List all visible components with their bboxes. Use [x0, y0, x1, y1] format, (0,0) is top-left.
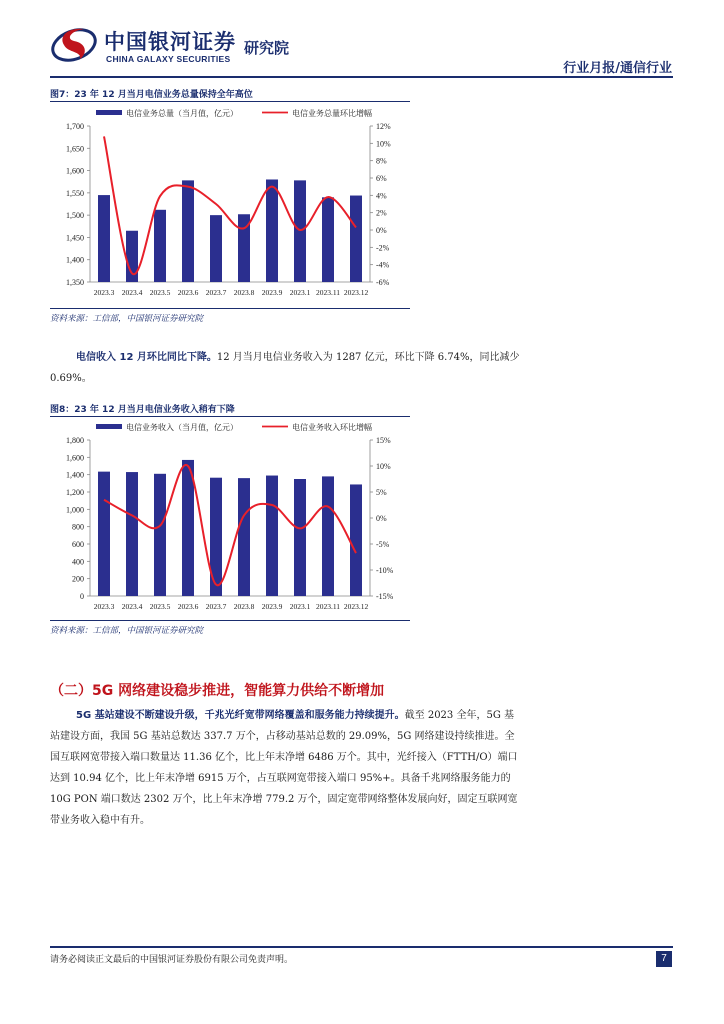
- chart2-bar: [98, 472, 110, 596]
- chart1-left-tick-label: 1,650: [66, 144, 84, 154]
- chart2-x-tick-label: 2023.12: [343, 602, 369, 611]
- chart1-bar: [182, 180, 194, 282]
- chart2-right-tick-label: 15%: [376, 436, 391, 445]
- chart2-right-tick-label: -15%: [376, 592, 394, 601]
- chart2-left-tick-label: 1,400: [66, 470, 84, 480]
- chart1-x-tick-label: 2023.8: [233, 288, 255, 297]
- figure8-bottom-rule: [50, 620, 410, 621]
- chart2-bar: [350, 484, 362, 596]
- chart1-right-tick-label: -6%: [376, 278, 390, 287]
- chart2-left-tick-label: 1,000: [66, 505, 84, 515]
- chart2-left-tick-label: 1,800: [66, 436, 84, 445]
- chart1-right-tick-label: 12%: [376, 122, 391, 131]
- chart1-left-tick-label: 1,600: [66, 166, 84, 176]
- paragraph-5g-line2: 站建设方面，我国 5G 基站总数达 337.7 万个，占移动基站总数的 29.09%，5G 网络建设持续推进。全: [50, 731, 515, 742]
- galaxy-logo-icon: [50, 23, 98, 63]
- figure8-rule: [50, 416, 410, 417]
- chart2-bar: [126, 472, 138, 596]
- footer-disclaimer: 请务必阅读正文最后的中国银河证券股份有限公司免责声明。: [50, 955, 294, 965]
- chart1-right-tick-label: -2%: [376, 243, 390, 253]
- paragraph-5g-lead: 5G 基站建设不断建设升级，千兆光纤宽带网络覆盖和服务能力持续提升。: [76, 710, 405, 721]
- chart1-bar: [294, 180, 306, 282]
- chart2-bar: [266, 476, 278, 596]
- chart1-right-tick-label: 8%: [376, 156, 387, 166]
- chart1-left-tick-label: 1,500: [66, 211, 84, 221]
- paragraph-5g-line3: 国互联网宽带接入端口数量达 11.36 亿个，比上年末净增 6486 万个。其中，光纤接入（FTTH/O）端口: [50, 752, 518, 763]
- chart2-legend-line-label: 电信业务收入环比增幅: [292, 423, 372, 432]
- chart1-x-tick-label: 2023.1: [289, 288, 311, 297]
- chart2-left-tick-label: 200: [72, 574, 84, 584]
- page-number: 7: [656, 951, 672, 967]
- chart2-series-line: [104, 465, 356, 585]
- chart1-left-tick-label: 1,550: [66, 188, 84, 198]
- report-type: 行业月报/通信行业: [563, 61, 672, 76]
- chart1-x-tick-label: 2023.7: [205, 288, 227, 297]
- chart2-x-tick-label: 2023.11: [315, 602, 341, 611]
- chart1-bar: [154, 210, 166, 282]
- chart1-right-tick-label: 2%: [376, 208, 387, 218]
- chart1-left-tick-label: 1,700: [66, 122, 84, 131]
- chart2-left-tick-label: 1,200: [66, 488, 84, 497]
- paragraph-5g-line1: 截至 2023 全年，5G 基: [404, 710, 514, 721]
- chart1-right-tick-label: 4%: [376, 191, 387, 201]
- chart1-legend-line-label: 电信业务总量环比增幅: [292, 109, 372, 118]
- figure8-source: 资料来源：工信部，中国银河证券研究院: [50, 626, 204, 636]
- chart2-left-tick-label: 1,600: [66, 453, 84, 463]
- chart2-x-tick-label: 2023.3: [93, 602, 115, 611]
- figure8-title: 图8：23 年 12 月当月电信业务收入稍有下降: [50, 405, 235, 415]
- chart2-x-tick-label: 2023.1: [289, 602, 311, 611]
- chart-telecom-volume: [50, 104, 410, 304]
- chart1-bar: [266, 179, 278, 282]
- chart1-x-tick-label: 2023.12: [343, 288, 369, 297]
- chart2-x-tick-label: 2023.5: [149, 602, 171, 611]
- chart1-right-tick-label: -4%: [376, 260, 390, 270]
- chart2-left-tick-label: 400: [72, 557, 84, 567]
- chart2-right-tick-label: -5%: [376, 540, 390, 549]
- logo-cn: 中国银河证券: [104, 30, 236, 54]
- chart1-bar: [322, 197, 334, 282]
- chart1-left-tick-label: 1,400: [66, 255, 84, 265]
- chart2-bar: [154, 474, 166, 596]
- chart2-bar: [322, 476, 334, 596]
- chart-telecom-revenue: [50, 418, 410, 618]
- chart2-bar: [238, 478, 250, 596]
- header-rule: [50, 76, 673, 78]
- chart1-left-tick-label: 1,350: [66, 278, 84, 287]
- paragraph-revenue-lead: 电信收入 12 月环比同比下降。: [76, 352, 217, 363]
- chart2-x-tick-label: 2023.4: [121, 602, 143, 611]
- chart1-right-tick-label: 10%: [376, 139, 391, 149]
- chart1-legend-bar-label: 电信业务总量（当月值，亿元）: [126, 109, 238, 118]
- chart2-right-tick-label: 10%: [376, 462, 391, 471]
- chart2-right-tick-label: 0%: [376, 514, 387, 523]
- paragraph-5g: [50, 705, 673, 831]
- chart1-x-tick-label: 2023.4: [121, 288, 143, 297]
- chart2-bar: [294, 479, 306, 596]
- section-title: （二）5G 网络建设稳步推进，智能算力供给不断增加: [50, 683, 385, 699]
- chart1-x-tick-label: 2023.9: [261, 288, 283, 297]
- chart2-bar: [182, 460, 194, 596]
- figure7-rule: [50, 101, 410, 102]
- chart1-right-tick-label: 0%: [376, 226, 387, 235]
- chart2-right-tick-label: -10%: [376, 566, 394, 575]
- chart2-x-tick-label: 2023.9: [261, 602, 283, 611]
- figure7-bottom-rule: [50, 308, 410, 309]
- paragraph-revenue: [50, 347, 673, 389]
- paragraph-5g-line4: 达到 10.94 亿个，比上年末净增 6915 万个，占互联网宽带接入端口 95%+。具备千兆网络服务能力的: [50, 773, 511, 784]
- chart1-bar: [210, 215, 222, 282]
- chart1-legend-bar-swatch: [96, 110, 122, 115]
- figure7-source: 资料来源：工信部，中国银河证券研究院: [50, 314, 204, 324]
- chart1-right-tick-label: 6%: [376, 174, 387, 183]
- chart1-bar: [98, 195, 110, 282]
- chart1-x-tick-label: 2023.3: [93, 288, 115, 297]
- chart2-left-tick-label: 600: [72, 540, 84, 549]
- chart2-x-tick-label: 2023.8: [233, 602, 255, 611]
- chart2-x-tick-label: 2023.7: [205, 602, 227, 611]
- chart1-series-line: [104, 136, 356, 274]
- chart2-legend-bar-label: 电信业务收入（当月值，亿元）: [126, 423, 238, 432]
- chart2-left-tick-label: 800: [72, 522, 84, 532]
- paragraph-5g-line6: 带业务收入稳中有升。: [50, 815, 150, 826]
- paragraph-revenue-line2: 0.69%。: [50, 373, 92, 384]
- figure7-title: 图7：23 年 12 月当月电信业务总量保持全年高位: [50, 90, 253, 100]
- footer-rule: [50, 946, 673, 948]
- chart1-x-tick-label: 2023.6: [177, 288, 199, 297]
- chart2-legend-bar-swatch: [96, 424, 122, 429]
- chart2-left-tick-label: 0: [80, 592, 84, 601]
- chart2-right-tick-label: 5%: [376, 488, 387, 497]
- chart1-left-tick-label: 1,450: [66, 233, 84, 243]
- chart1-bar: [350, 196, 362, 282]
- institute-name: 研究院: [244, 39, 290, 57]
- chart2-x-tick-label: 2023.6: [177, 602, 199, 611]
- chart1-x-tick-label: 2023.11: [315, 288, 341, 297]
- logo-en: CHINA GALAXY SECURITIES: [106, 54, 231, 64]
- chart1-x-tick-label: 2023.5: [149, 288, 171, 297]
- paragraph-5g-line5: 10G PON 端口数达 2302 万个，比上年末净增 779.2 万个，固定宽带网络整体发展向好，固定互联网宽: [50, 794, 518, 805]
- paragraph-revenue-line1: 12 月当月电信业务收入为 1287 亿元，环比下降 6.74%，同比减少: [216, 352, 520, 363]
